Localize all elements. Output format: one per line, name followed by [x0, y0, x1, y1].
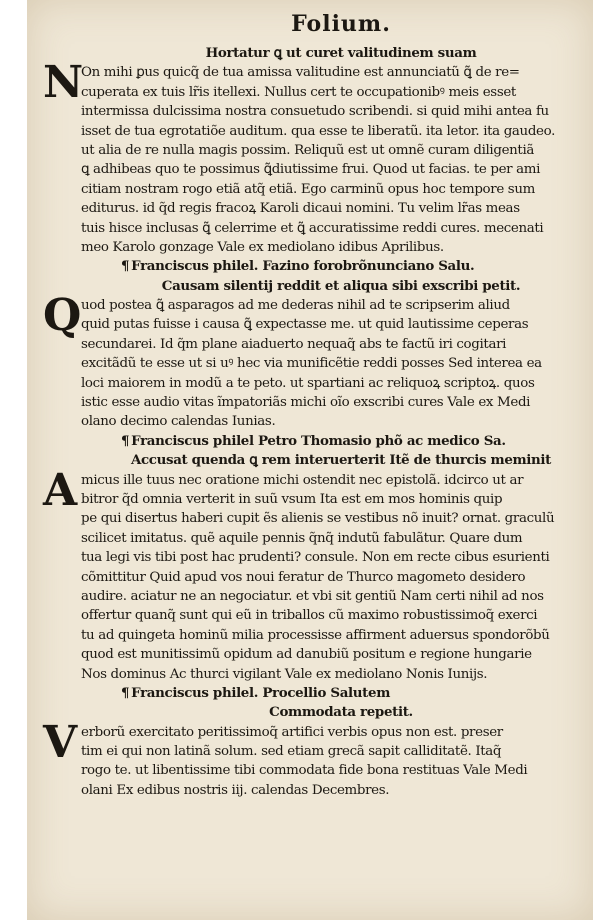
text-line: bitror q̃d omnia verterit in suũ vsum Ita est em mos hominis quip: [81, 491, 503, 507]
text-line: ut alia de re nulla magis possim. Reliquũ est ut omnẽ curam diligentiã: [81, 142, 535, 158]
text-line: pe qui disertus haberi cupit ẽs alienis se vestibus nõ inuit? ornat. graculũ: [81, 511, 555, 527]
letter-body: [43, 290, 600, 432]
text-line: ꝗ adhibeas quo te possimus ꝗ̃diutissime frui. Quod ut facias. te per ami: [81, 162, 541, 178]
dropcap: V: [43, 716, 78, 768]
dropcap: A: [43, 464, 78, 516]
text-line: On mihi ꝑus quicq̃ de tua amissa valitudine est annunciatũ ꝗ̃ de re=: [81, 65, 520, 81]
text-line: cõmittitur Quid apud vos noui feratur de Thurco magometo desidero: [81, 569, 526, 585]
salutation: [81, 684, 600, 703]
text-line: micus ille tuus nec oratione michi ostendit nec epistolã. idcirco ut ar: [81, 472, 524, 488]
pilcrow-icon: ¶: [121, 432, 130, 449]
folium-title: Folium.: [291, 11, 391, 37]
letter-heading: Commodata repetit.: [269, 704, 413, 721]
pilcrow-icon: ¶: [121, 684, 130, 701]
salutation: [81, 257, 600, 276]
letter-heading: Hortatur ꝗ ut curet valitudinem suam: [205, 45, 477, 61]
letter-body: [43, 57, 600, 257]
text-line: Nos dominus Ac thurci vigilant Vale ex mediolano Nonis Iunijs.: [81, 666, 488, 682]
text-line: tim ei qui non latinã solum. sed etiam grecã sapit calliditatẽ. Itaq̃: [81, 744, 502, 760]
letter-heading: Accusat quenda ꝗ rem interuerterit Itẽ de thurcis meminit: [130, 452, 552, 469]
text-line: olano decimo calendas Iunias.: [81, 414, 276, 430]
text-line: excitãdũ te esse ut si uꝰ hec via munificẽtie reddi posses Sed interea ea: [81, 356, 542, 372]
salutation-text: Franciscus philel. Procellio Salutem: [131, 684, 391, 701]
text-line: tua legi vis tibi post hac prudenti? consule. Non em recte cibus esurienti: [81, 550, 550, 566]
text-line: rogo te. ut libentissime tibi commodata fide bona restituas Vale Medi: [81, 763, 528, 779]
text-line: editurus. id q̃d regis fracoꝝ Karoli dicaui nomini. Tu velim lr̃as meas: [81, 201, 520, 217]
salutation: [81, 432, 600, 451]
text-line: uod postea ꝗ̃ asparagos ad me dederas nihil ad te scripserim aliud: [81, 298, 510, 314]
text-line: intermissa dulcissima nostra consuetudo scribendi. si quid mihi antea fu: [81, 104, 549, 120]
salutation-text: Franciscus philel Petro Thomasio phõ ac medico Sa.: [131, 432, 506, 449]
dropcap: N: [43, 57, 84, 109]
text-line: citiam nostram rogo etiã atq̃ etiã. Ego carminũ opus hoc tempore sum: [81, 181, 535, 197]
text-line: tuis hisce inclusas ꝗ̃ celerrime et ꝗ̃ accuratissime reddi cures. mecenati: [81, 220, 544, 236]
text-line: quod est munitissimũ opidum ad danubiũ positum e regione hungarie: [81, 647, 532, 663]
text-line: tu ad quingeta hominũ milia processisse affirment aduersus spondorõbũ: [81, 627, 550, 643]
salutation-text: Franciscus philel. Fazino forobrõnunciano Salu.: [131, 258, 475, 275]
letter-heading: Causam silentij reddit et aliqua sibi exscribi petit.: [161, 277, 521, 294]
text-line: audire. aciatur ne an negociatur. et vbi sit gentiũ Nam certi nihil ad nos: [81, 588, 544, 604]
text-line: secundarei. Id q̃m plane aiaduerto nequaq̃ abs te factũ iri cogitari: [81, 336, 507, 352]
letter-body: [43, 716, 600, 801]
text-line: istic esse audio vitas ĩmpatoriãs michi oĩo exscribi cures Vale ex Medi: [81, 395, 531, 411]
text-line: olani Ex edibus nostris iij. calendas Decembres.: [81, 782, 390, 798]
pilcrow-icon: ¶: [121, 258, 130, 275]
text-line: erborũ exercitato peritissimoq̃ artifici verbis opus non est. preser: [81, 724, 503, 740]
text-line: cuperata ex tuis lr̃is itellexi. Nullus cert te occupationibꝰ meis esset: [81, 84, 516, 100]
text-line: loci maiorem in modũ a te peto. ut spartiani ac reliquoꝝ scriptoꝝ. quos: [81, 375, 535, 391]
text-line: isset de tua egrotatiõe auditum. qua esse te liberatũ. ita letor. ita gaudeo.: [81, 123, 556, 139]
text-block: [43, 10, 600, 800]
text-line: meo Karolo gonzage Vale ex mediolano idibus Aprilibus.: [81, 239, 444, 255]
dropcap: Q: [43, 290, 82, 342]
text-line: offertur quanq̃ sunt qui eũ in triballos cũ maximo robustissimoq̃ exerci: [81, 608, 538, 624]
text-line: quid putas fuisse i causa ꝗ̃ expectasse me. ut quid lautissime ceperas: [81, 317, 529, 333]
manuscript-page: [27, 0, 593, 920]
text-line: scilicet imitatus. quẽ aquile pennis q̃nq̃ indutũ fabulãtur. Quare dum: [81, 530, 523, 546]
letter-body: [43, 464, 600, 684]
